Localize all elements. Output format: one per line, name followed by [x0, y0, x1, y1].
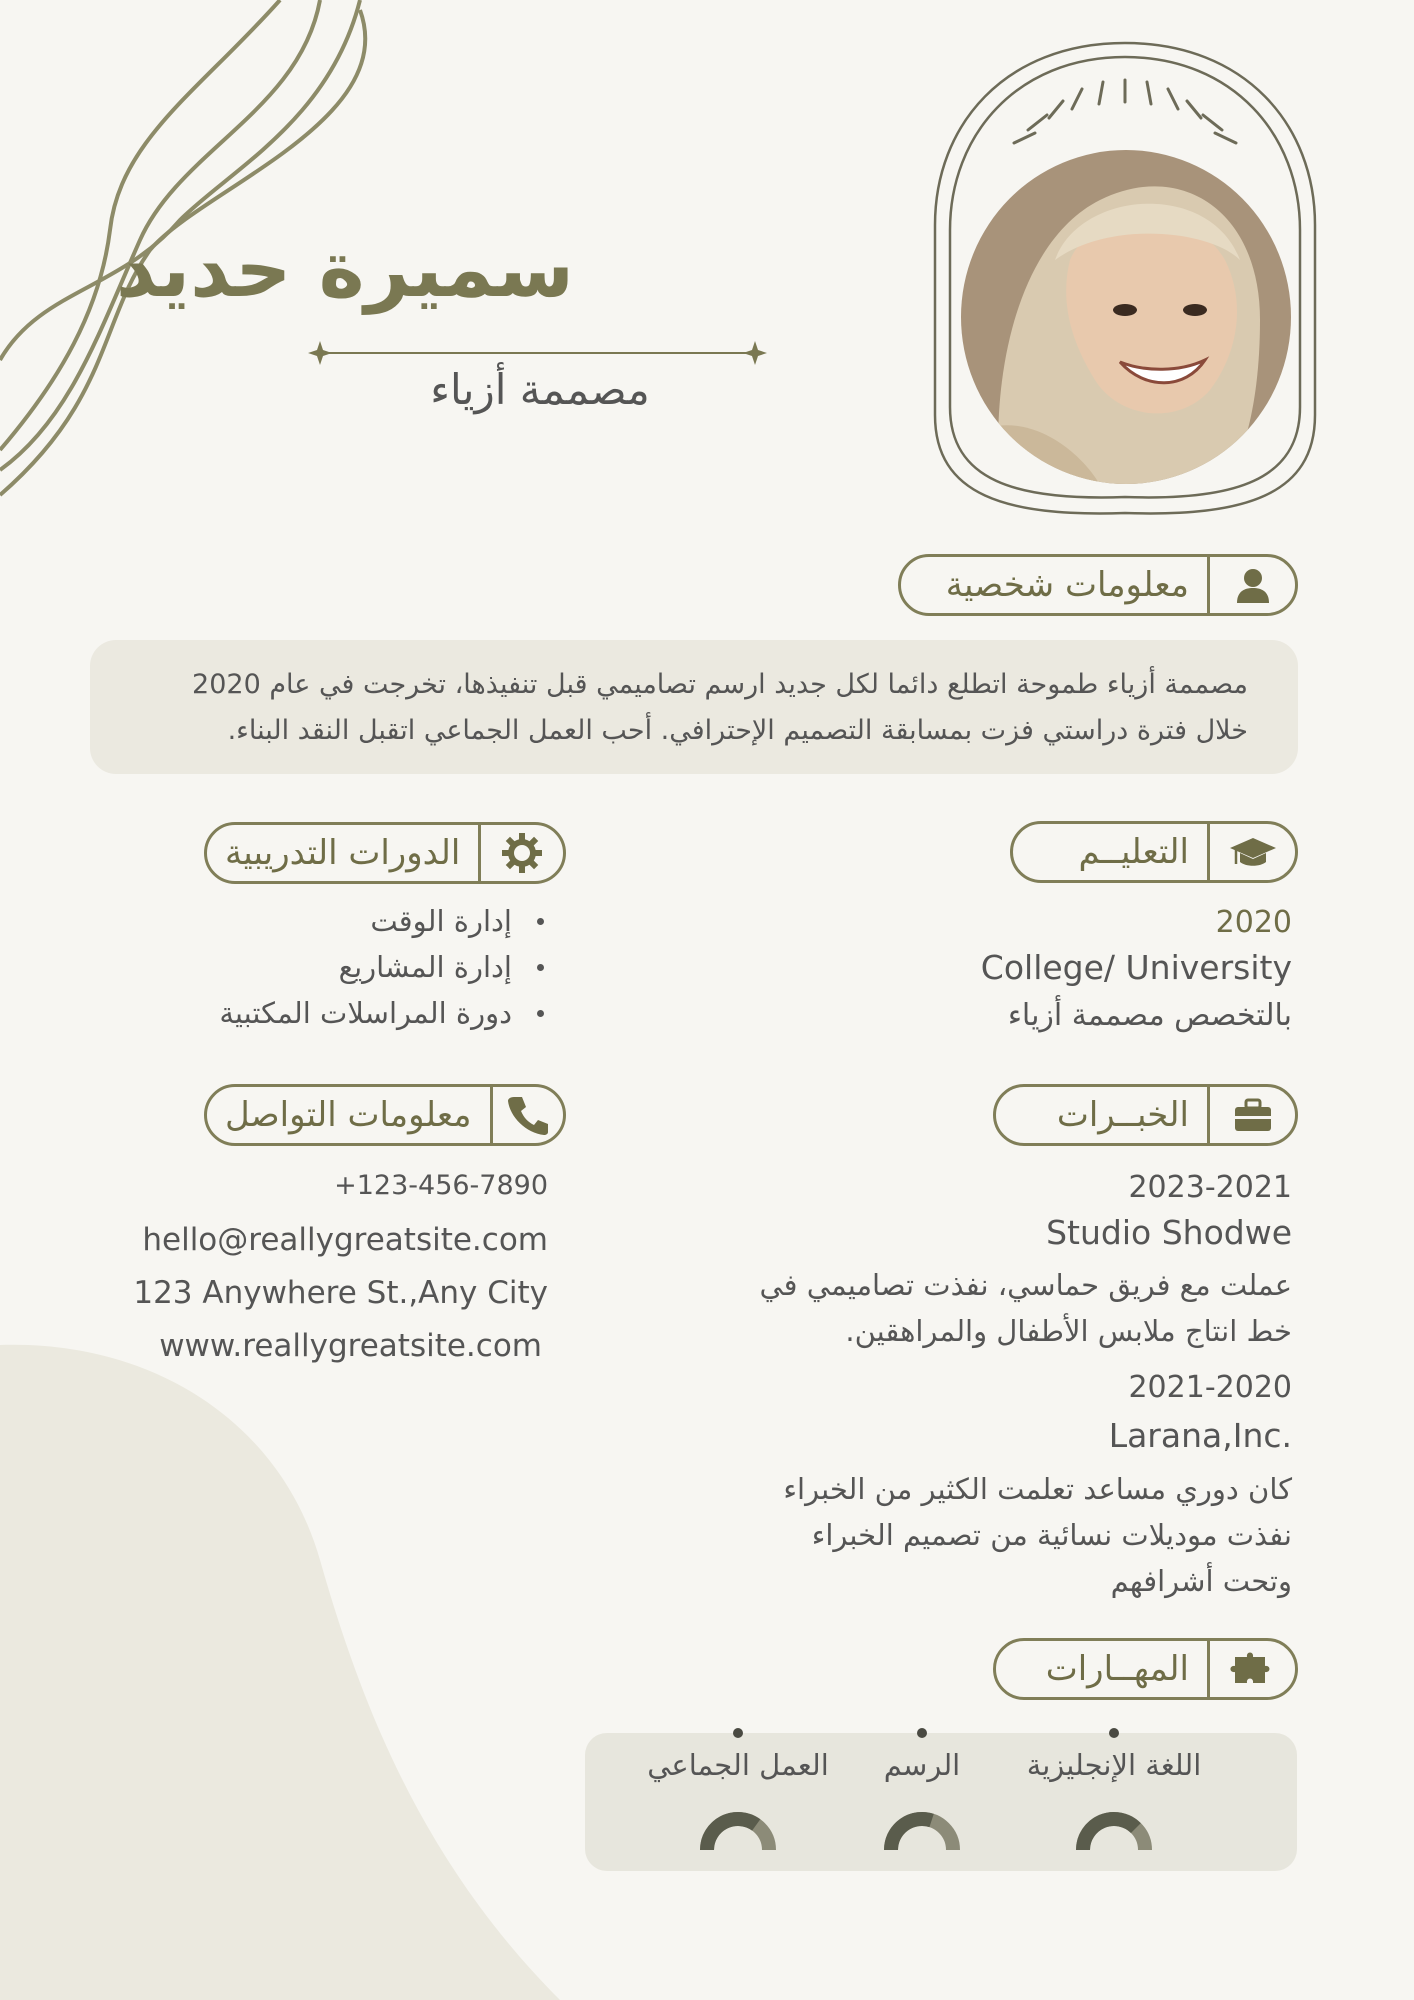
section-education	[1010, 821, 1298, 883]
section-personal-info	[898, 554, 1298, 616]
skill-marker-dot	[1109, 1728, 1119, 1738]
skill-gauge	[693, 1808, 783, 1853]
experience-description	[760, 1262, 1292, 1354]
experience-years: 2021-2020	[1128, 1370, 1292, 1405]
experience-years: 2023-2021	[1128, 1170, 1292, 1205]
job-title: مصممة أزياء	[430, 365, 650, 414]
section-courses	[204, 822, 566, 884]
gauge-fill	[707, 1819, 756, 1850]
section-heading: معلومات شخصية	[945, 565, 1189, 605]
graduation-cap-icon	[1207, 824, 1295, 880]
courses-list	[219, 898, 512, 1036]
profile-photo	[960, 150, 1292, 485]
description-line: نفذت موديلات نسائية من تصميم الخبراء	[811, 1518, 1292, 1552]
list-item: إدارة المشاريع	[219, 944, 512, 990]
phone-icon	[490, 1087, 563, 1143]
section-skills	[993, 1638, 1298, 1700]
experience-company: Studio Shodwe	[1046, 1213, 1292, 1252]
experience-description	[783, 1466, 1292, 1604]
name-divider	[305, 338, 770, 368]
skill-label: العمل الجماعي	[647, 1748, 829, 1782]
section-heading: الدورات التدريبية	[225, 833, 461, 873]
education-year: 2020	[1215, 905, 1292, 940]
about-line: مصممة أزياء طموحة اتطلع دائما لكل جديد ارسم تصاميمي قبل تنفيذها، تخرجت في عام 2020	[192, 669, 1248, 700]
gauge-fill	[891, 1819, 932, 1850]
skill-marker-dot	[733, 1728, 743, 1738]
contact-phone: +123-456-7890	[334, 1170, 548, 1201]
contact-address: 123 Anywhere St.,Any City	[133, 1275, 548, 1311]
section-heading: معلومات التواصل	[225, 1095, 472, 1135]
briefcase-icon	[1207, 1087, 1295, 1143]
puzzle-icon	[1207, 1641, 1295, 1697]
skill-gauge	[877, 1808, 967, 1853]
education-school: College/ University	[980, 948, 1292, 987]
description-line: عملت مع فريق حماسي، نفذت تصاميمي في	[759, 1268, 1292, 1302]
contact-email[interactable]: hello@reallygreatsite.com	[142, 1222, 548, 1258]
section-contact	[204, 1084, 566, 1146]
section-heading: المهــارات	[1045, 1649, 1189, 1689]
education-major: بالتخصص مصممة أزياء	[1007, 998, 1292, 1033]
about-summary	[90, 640, 1298, 774]
contact-website[interactable]: www.reallygreatsite.com	[159, 1328, 542, 1364]
person-name: سميرة حديد	[115, 225, 574, 315]
skill-marker-dot	[917, 1728, 927, 1738]
user-icon	[1207, 557, 1295, 613]
section-heading: الخبــرات	[1056, 1095, 1189, 1135]
skill-gauge	[1069, 1808, 1159, 1853]
skill-label: اللغة الإنجليزية	[1026, 1748, 1202, 1782]
list-item: دورة المراسلات المكتبية	[219, 990, 512, 1036]
skill-label: الرسم	[883, 1748, 961, 1782]
description-line: كان دوري مساعد تعلمت الكثير من الخبراء	[783, 1472, 1292, 1506]
gauge-fill	[1083, 1819, 1136, 1850]
section-heading: التعليــم	[1078, 832, 1189, 872]
description-line: خط انتاج ملابس الأطفال والمراهقين.	[845, 1314, 1292, 1348]
experience-company: Larana,Inc.	[1108, 1416, 1292, 1455]
section-experience	[993, 1084, 1298, 1146]
gear-icon	[478, 825, 563, 881]
description-line: وتحت أشرافهم	[1110, 1564, 1292, 1598]
about-line: خلال فترة دراستي فزت بمسابقة التصميم الإحترافي. أحب العمل الجماعي اتقبل النقد البناء.	[227, 715, 1248, 746]
list-item: إدارة الوقت	[219, 898, 512, 944]
